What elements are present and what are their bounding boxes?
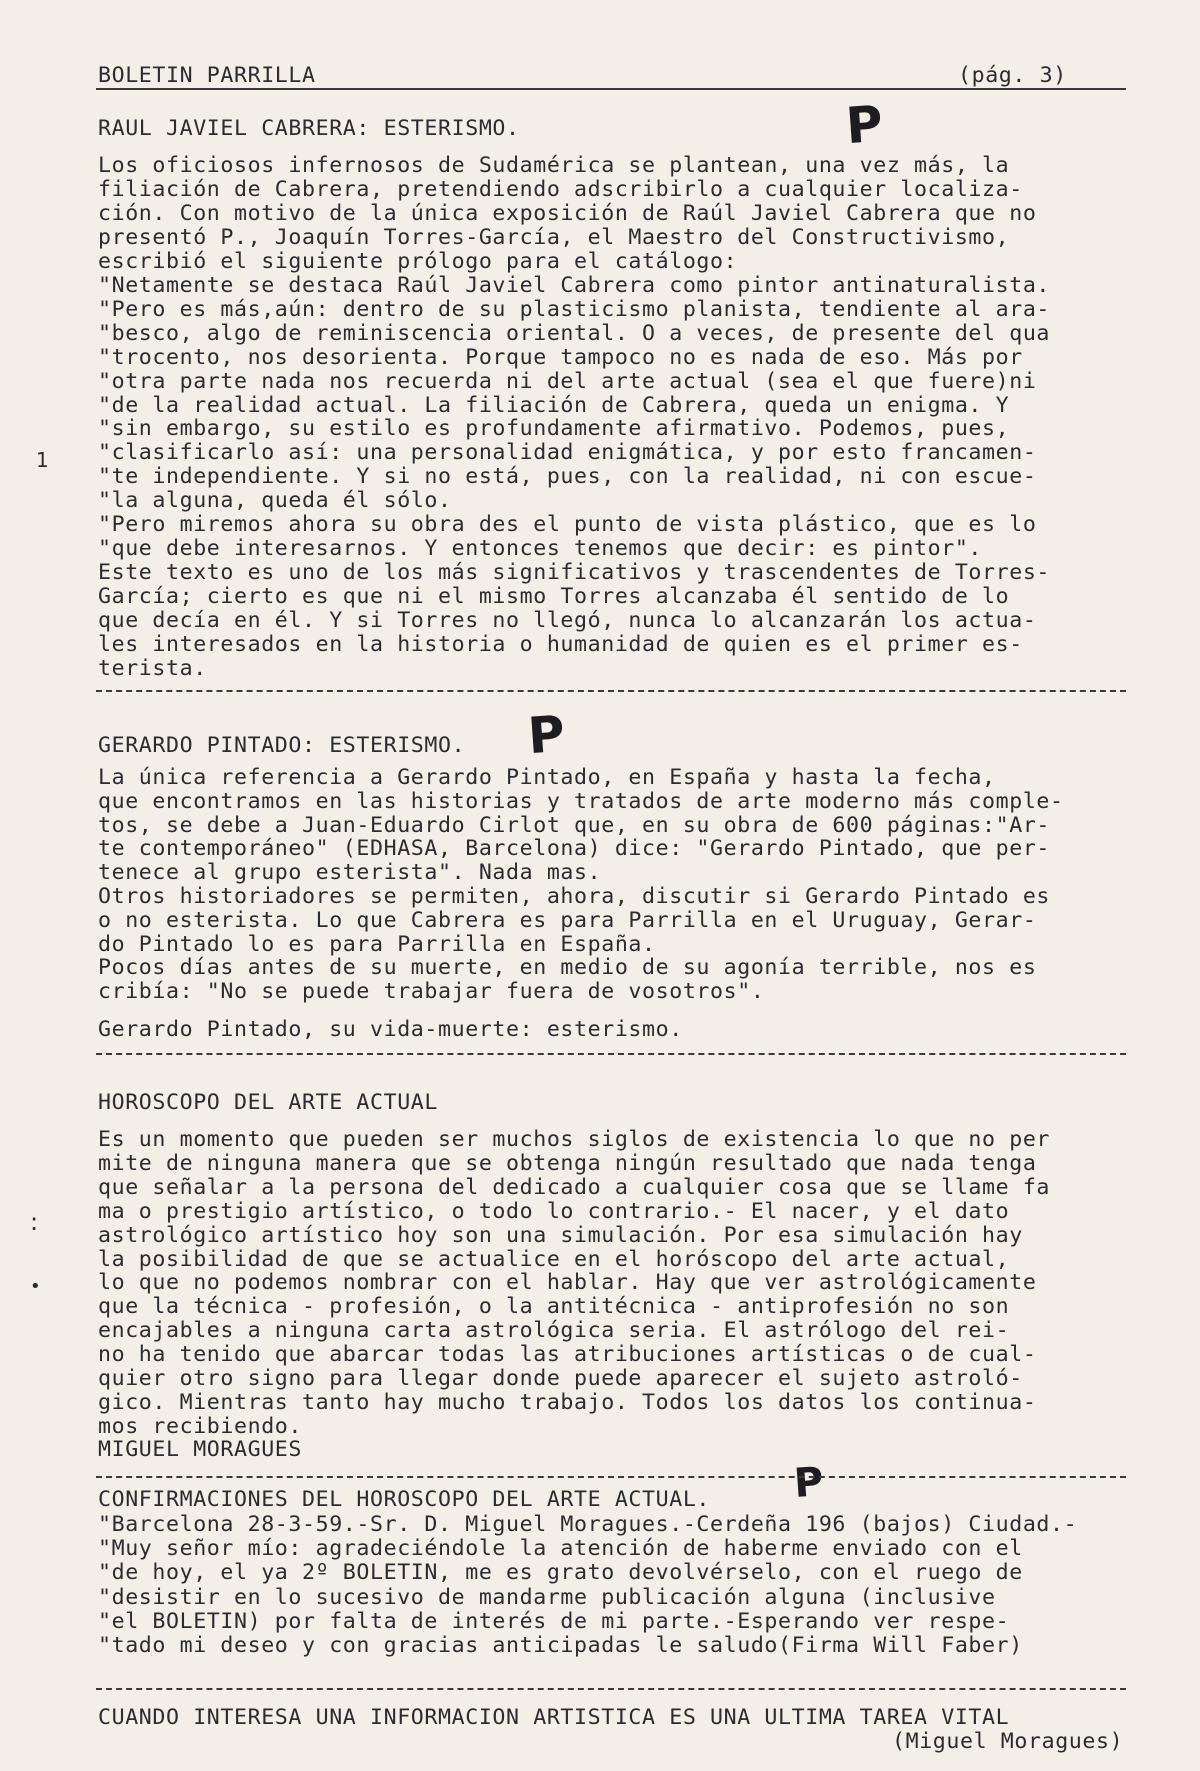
text-line: que la técnica - profesión, o la antitécnica - antiprofesión no son xyxy=(98,1294,1010,1320)
text-line: García; cierto es que ni el mismo Torres alcanzaba él sentido de lo xyxy=(98,584,1010,610)
header-title: BOLETIN PARRILLA xyxy=(98,63,316,88)
text-line: Pocos días antes de su muerte, en medio de su agonía terrible, nos es xyxy=(98,955,1037,981)
text-line: ción. Con motivo de la única exposición de Raúl Javiel Cabrera que no xyxy=(98,200,1037,226)
text-line: "de la realidad actual. La filiación de Cabrera, queda un enigma. Y xyxy=(98,392,1010,418)
header-rule xyxy=(96,88,1126,90)
section-divider xyxy=(96,690,1126,692)
section-divider xyxy=(96,1688,1126,1690)
handwritten-p-mark: P xyxy=(792,1459,825,1507)
text-line: terista. xyxy=(98,655,207,681)
text-line: "otra parte nada nos recuerda ni del arte actual (sea el que fuere)ni xyxy=(98,368,1037,394)
text-line: mos recibiendo. xyxy=(98,1413,303,1439)
text-line: "que debe interesarnos. Y entonces tenemos que decir: es pintor". xyxy=(98,536,983,562)
section-title-pintado: GERARDO PINTADO: ESTERISMO. xyxy=(98,733,466,758)
text-line: que encontramos en las historias y tratados de arte moderno más comple- xyxy=(98,788,1064,814)
text-line: te contemporáneo" (EDHASA, Barcelona) dice: "Gerardo Pintado, que per- xyxy=(98,836,1051,862)
text-line: encajables a ninguna carta astrológica seria. El astrólogo del rei- xyxy=(98,1318,1010,1344)
text-line: les interesados en la historia o humanidad de quien es el primer es- xyxy=(98,632,1023,657)
text-line: no ha tenido que abarcar todas las atribuciones artísticas o de cual- xyxy=(98,1342,1037,1368)
text-line: ma o prestigio artístico, o todo lo contrario.- El nacer, y el dato xyxy=(98,1198,1010,1224)
signature-moragues: MIGUEL MORAGUES xyxy=(98,1437,303,1462)
text-line: lo que no podemos nombrar con el hablar. Hay que ver astrológicamente xyxy=(98,1270,1037,1296)
text-line: "desistir en lo sucesivo de mandarme publicación alguna (inclusive xyxy=(98,1584,996,1610)
text-line: "Pero miremos ahora su obra des el punto de vista plástico, que es lo xyxy=(98,512,1037,538)
text-line: "te independiente. Y si no está, pues, con la realidad, ni con escue- xyxy=(98,464,1037,490)
text-line: o no esterista. Lo que Cabrera es para Parrilla en el Uruguay, Gerar- xyxy=(98,907,1037,933)
section-divider xyxy=(96,1053,1126,1055)
text-line: "tado mi deseo y con gracias anticipadas le saludo(Firma Will Faber) xyxy=(98,1633,1023,1658)
margin-mark: • xyxy=(30,1276,41,1297)
section-divider xyxy=(96,1476,1126,1478)
text-line: "la alguna, queda él sólo. xyxy=(98,488,452,514)
text-line: cribía: "No se puede trabajar fuera de vosotros". xyxy=(98,979,765,1005)
text-line: "besco, algo de reminiscencia oriental. O a veces, de presente del qua xyxy=(98,320,1051,346)
text-line: que decía en él. Y si Torres no llegó, nunca lo alcanzarán los actua- xyxy=(98,608,1037,634)
margin-mark: 1 xyxy=(36,448,49,472)
text-line: Este texto es uno de los más significativos y trascendentes de Torres- xyxy=(98,560,1051,586)
section-title-horoscopo: HOROSCOPO DEL ARTE ACTUAL xyxy=(98,1090,439,1115)
text-line: tos, se debe a Juan-Eduardo Cirlot que, en su obra de 600 páginas:"Ar- xyxy=(98,812,1051,838)
text-line: La única referencia a Gerardo Pintado, en España y hasta la fecha, xyxy=(98,765,996,790)
text-line: gico. Mientras tanto hay mucho trabajo. Todos los datos los continua- xyxy=(98,1389,1037,1415)
text-line: la posibilidad de que se actualice en el horóscopo del arte actual, xyxy=(98,1246,1010,1272)
text-line: "trocento, nos desorienta. Porque tampoco no es nada de eso. Más por xyxy=(98,344,1023,370)
footer-motto: CUANDO INTERESA UNA INFORMACION ARTISTICA ES UNA ULTIMA TAREA VITAL xyxy=(98,1705,1010,1730)
footer-signature: (Miguel Moragues) xyxy=(892,1729,1124,1754)
pintado-closing-line: Gerardo Pintado, su vida-muerte: esterismo. xyxy=(98,1017,683,1042)
text-line: "Netamente se destaca Raúl Javiel Cabrera como pintor antinaturalista. xyxy=(98,272,1051,298)
text-line: "sin embargo, su estilo es profundamente afirmativo. Podemos, pues, xyxy=(98,416,1010,442)
text-line: "Muy señor mío: agradeciéndole la atención de haberme enviado con el xyxy=(98,1536,1023,1562)
text-line: mite de ninguna manera que se obtenga ningún resultado que nada tenga xyxy=(98,1150,1037,1176)
text-line: filiación de Cabrera, pretendiendo adscribirlo a cualquier localiza- xyxy=(98,176,1023,202)
text-line: Los oficiosos infernosos de Sudamérica se plantean, una vez más, la xyxy=(98,153,1010,178)
text-line: Es un momento que pueden ser muchos siglos de existencia lo que no per xyxy=(98,1127,1051,1152)
text-line: "Pero es más,aún: dentro de su plasticismo planista, tendiente al ara- xyxy=(98,296,1051,322)
section-title-cabrera: RAUL JAVIEL CABRERA: ESTERISMO. xyxy=(98,116,520,141)
text-line: do Pintado lo es para Parrilla en España. xyxy=(98,931,656,957)
text-line: presentó P., Joaquín Torres-García, el Maestro del Constructivismo, xyxy=(98,224,1010,250)
text-line: quier otro signo para llegar donde puede aparecer el sujeto astroló- xyxy=(98,1366,1023,1391)
text-line: "clasificarlo así: una personalidad enigmática, y por esto francamen- xyxy=(98,440,1037,466)
text-line: astrológico artístico hoy son una simulación. Por esa simulación hay xyxy=(98,1222,1023,1248)
handwritten-p-mark: P xyxy=(526,704,567,766)
handwritten-p-mark: P xyxy=(844,94,885,156)
text-line: tenece al grupo esterista". Nada mas. xyxy=(98,860,602,886)
text-line: "de hoy, el ya 2º BOLETIN, me es grato devolvérselo, con el ruego de xyxy=(98,1560,1023,1586)
text-line: "el BOLETIN) por falta de interés de mi parte.-Esperando ver respe- xyxy=(98,1608,1010,1634)
page-number: (pág. 3) xyxy=(958,63,1067,88)
text-line: "Barcelona 28-3-59.-Sr. D. Miguel Moragues.-Cerdeña 196 (bajos) Ciudad.- xyxy=(98,1512,1078,1537)
margin-mark: : xyxy=(30,1208,39,1236)
section-title-confirmaciones: CONFIRMACIONES DEL HOROSCOPO DEL ARTE ACTUAL. xyxy=(98,1487,711,1512)
text-line: escribió el siguiente prólogo para el catálogo: xyxy=(98,248,738,274)
text-line: que señalar a la persona del dedicado a cualquier cosa que se llame fa xyxy=(98,1174,1051,1200)
text-line: Otros historiadores se permiten, ahora, discutir si Gerardo Pintado es xyxy=(98,884,1051,909)
